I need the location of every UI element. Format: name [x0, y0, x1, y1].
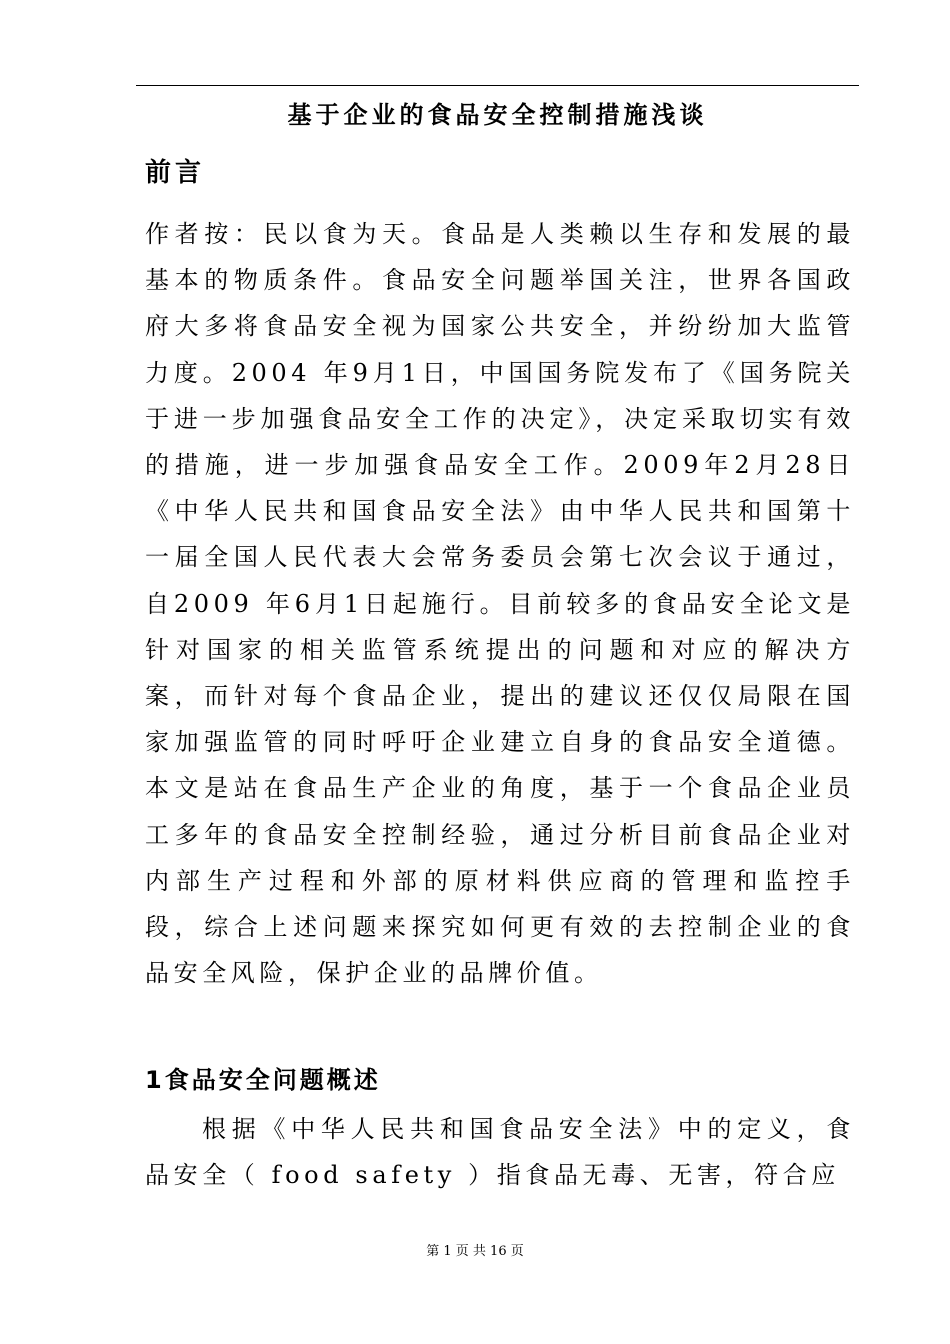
- document-title: 基于企业的食品安全控制措施浅谈: [287, 101, 708, 129]
- section-1-heading: 1食品安全问题概述: [145, 1066, 381, 1094]
- preface-heading: 前言: [145, 158, 206, 188]
- page-footer: 第 1 页 共 16 页: [426, 1244, 524, 1259]
- header-rule: [136, 85, 859, 86]
- section-1-paragraph: 根据《中华人民共和国食品安全法》中的定义，食品安全（ food safety ）指食品无毒、无害，符合应: [145, 1115, 855, 1190]
- preface-paragraph: 作者按：民以食为天。食品是人类赖以生存和发展的最基本的物质条件。食品安全问题举国关注，世界各国政府大多将食品安全视为国家公共安全，并纷纷加大监管力度。2004 年9月1日，中国国务院发布了《国务院关于进一步加强食品安全工作的决定》，决定采取切实有效的措施，进一步加强食品安全工作。2009年2月28日《中华人民共和国食品安全法》由中华人民共和国第十一届全国人民代表大会常务委员会第七次会议于通过，自2009 年6月1日起施行。目前较多的食品安全论文是针对国家的相关监管系统提出的问题和对应的解决方案，而针对每个食品企业，提出的建议还仅仅局限在国家加强监管的同时呼吁企业建立自身的食品安全道德。本文是站在食品生产企业的角度，基于一个食品企业员工多年的食品安全控制经验，通过分析目前食品企业对内部生产过程和外部的原材料供应商的管理和监控手段，综合上述问题来探究如何更有效的去控制企业的食品安全风险，保护企业的品牌价值。: [145, 220, 855, 988]
